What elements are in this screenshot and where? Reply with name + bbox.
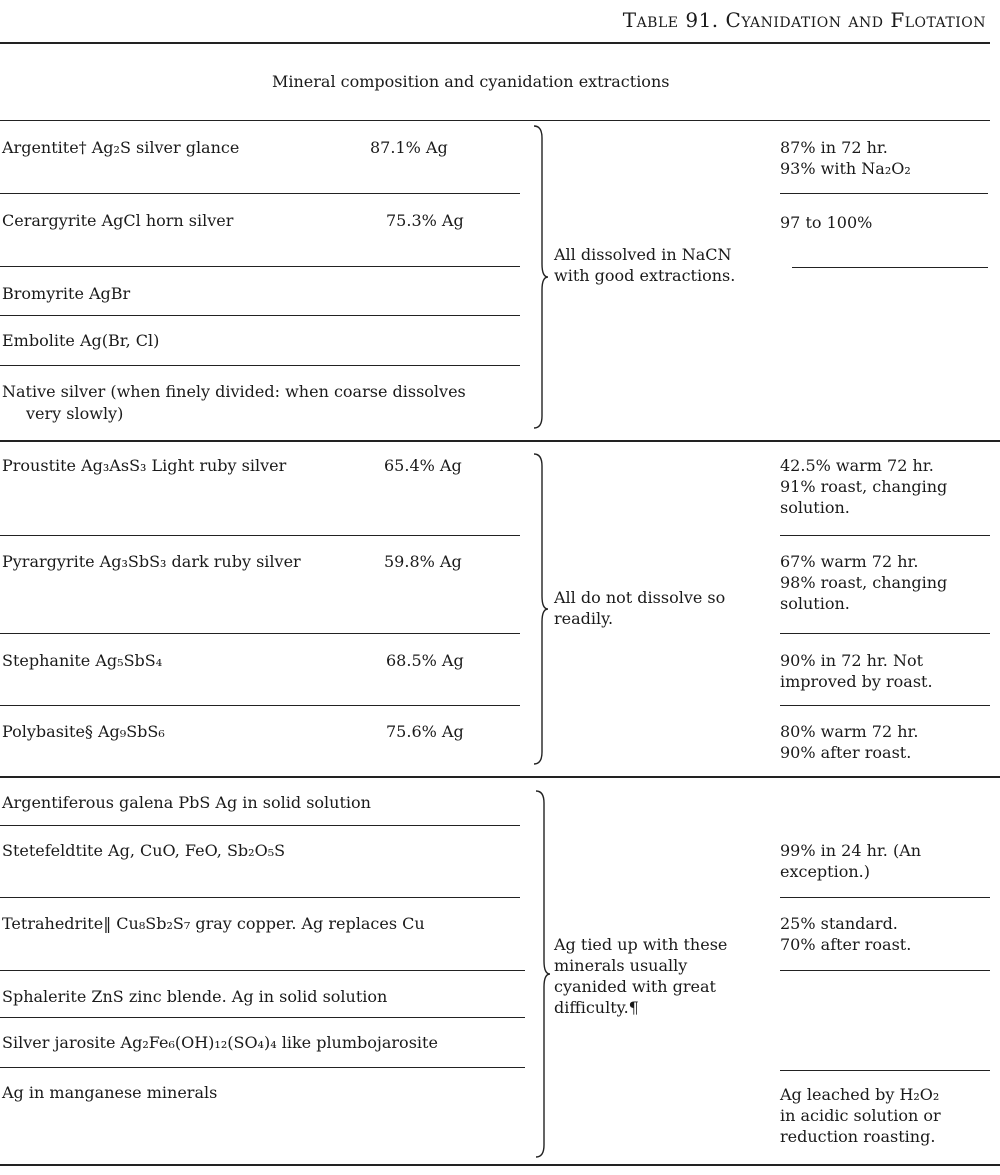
extraction-text: [780, 721, 994, 763]
brace-1: [532, 124, 548, 430]
mineral-row: Polybasite§ Ag₉SbS₆: [2, 722, 165, 741]
mineral-row: Bromyrite AgBr: [2, 284, 131, 303]
mineral-row: Argentiferous galena PbS Ag in solid solution: [2, 793, 371, 812]
ext-rule: [780, 633, 990, 634]
mineral-row: Embolite Ag(Br, Cl): [2, 331, 160, 350]
extraction-text: [780, 840, 994, 882]
ext-rule: [780, 970, 990, 971]
extraction-text: [780, 455, 994, 518]
group-note: Ag tied up with these minerals usually cyanided with great difficulty.¶: [554, 935, 728, 1017]
group-note: All do not dissolve so readily.: [554, 588, 726, 628]
mineral-percent: 59.8% Ag: [384, 552, 462, 571]
row-rule: [0, 633, 520, 634]
bottom-rule: [0, 1164, 1000, 1166]
mineral-row: Proustite Ag₃AsS₃ Light ruby silver: [2, 456, 287, 475]
ext-rule: [792, 267, 988, 268]
mineral-row: Native silver (when finely divided: when coarse dissolves: [2, 382, 466, 401]
mineral-row: [2, 137, 239, 158]
mineral-row: Cerargyrite AgCl horn silver: [2, 211, 234, 230]
extraction-line: 67% warm 72 hr.: [780, 552, 919, 571]
page-title: Table 91. Cyanidation and Flotation: [622, 8, 986, 32]
extraction-line: 25% standard.: [780, 914, 898, 933]
row-rule: [0, 535, 520, 536]
row-rule: [0, 970, 525, 971]
extraction-text: [780, 650, 994, 692]
mineral-row: Sphalerite ZnS zinc blende. Ag in solid solution: [2, 987, 388, 1006]
extraction-line: improved by roast.: [780, 672, 933, 691]
extraction-line: reduction roasting.: [780, 1127, 936, 1146]
row-rule: [0, 193, 520, 194]
extraction-text: [780, 551, 994, 614]
extraction-line: 98% roast, changing: [780, 573, 948, 592]
extraction-line: in acidic solution or: [780, 1106, 941, 1125]
ext-rule: [780, 535, 990, 536]
ext-rule: [780, 897, 990, 898]
mineral-percent: 65.4% Ag: [384, 456, 462, 475]
mineral-percent: 87.1% Ag: [370, 138, 448, 157]
brace-3: [534, 789, 550, 1159]
extraction-line: 91% roast, changing: [780, 477, 948, 496]
mineral-row: Pyrargyrite Ag₃SbS₃ dark ruby silver: [2, 552, 301, 571]
mineral-row: Stephanite Ag₅SbS₄: [2, 651, 163, 670]
mineral-row: Silver jarosite Ag₂Fe₆(OH)₁₂(SO₄)₄ like plumbojarosite: [2, 1033, 438, 1052]
row-rule: [0, 266, 520, 267]
extraction-text: [780, 137, 994, 179]
group-rule: [0, 776, 1000, 778]
mineral-percent: 68.5% Ag: [386, 651, 464, 670]
extraction-line: 87% in 72 hr.: [780, 138, 888, 157]
mineral-percent: 75.6% Ag: [386, 722, 464, 741]
mineral-name: Argentite† Ag₂S silver glance: [2, 138, 240, 157]
group-note: All dissolved in NaCN with good extractions.: [554, 245, 736, 285]
row-rule: [0, 365, 520, 366]
ext-rule: [780, 1070, 990, 1071]
ext-rule: [780, 705, 990, 706]
table-subtitle: Mineral composition and cyanidation extractions: [272, 72, 670, 91]
extraction-text: [780, 212, 994, 233]
row-rule: [0, 315, 520, 316]
group-rule: [0, 440, 1000, 442]
extraction-line: exception.): [780, 862, 870, 881]
title-rule: [0, 42, 990, 44]
extraction-line: solution.: [780, 594, 850, 613]
extraction-line: 97 to 100%: [780, 213, 873, 232]
extraction-line: 80% warm 72 hr.: [780, 722, 919, 741]
mineral-percent: 75.3% Ag: [386, 211, 464, 230]
row-rule: [0, 825, 520, 826]
extraction-text: [780, 913, 994, 955]
row-rule: [0, 1017, 525, 1018]
extraction-line: 90% after roast.: [780, 743, 912, 762]
mineral-row: Stetefeldtite Ag, CuO, FeO, Sb₂O₅S: [2, 841, 286, 860]
extraction-line: 70% after roast.: [780, 935, 912, 954]
extraction-line: 99% in 24 hr. (An: [780, 841, 922, 860]
extraction-line: 42.5% warm 72 hr.: [780, 456, 934, 475]
extraction-line: 93% with Na₂O₂: [780, 159, 911, 178]
mineral-row: Tetrahedrite‖ Cu₈Sb₂S₇ gray copper. Ag replaces Cu: [2, 914, 425, 933]
brace-2: [532, 452, 548, 766]
mineral-row-cont: very slowly): [26, 404, 124, 423]
extraction-text: [780, 1084, 994, 1147]
extraction-line: Ag leached by H₂O₂: [780, 1085, 940, 1104]
ext-rule: [780, 193, 988, 194]
mineral-row: Ag in manganese minerals: [2, 1083, 218, 1102]
row-rule: [0, 897, 520, 898]
header-rule: [0, 120, 990, 121]
row-rule: [0, 705, 520, 706]
extraction-line: solution.: [780, 498, 850, 517]
extraction-line: 90% in 72 hr. Not: [780, 651, 924, 670]
row-rule: [0, 1067, 525, 1068]
